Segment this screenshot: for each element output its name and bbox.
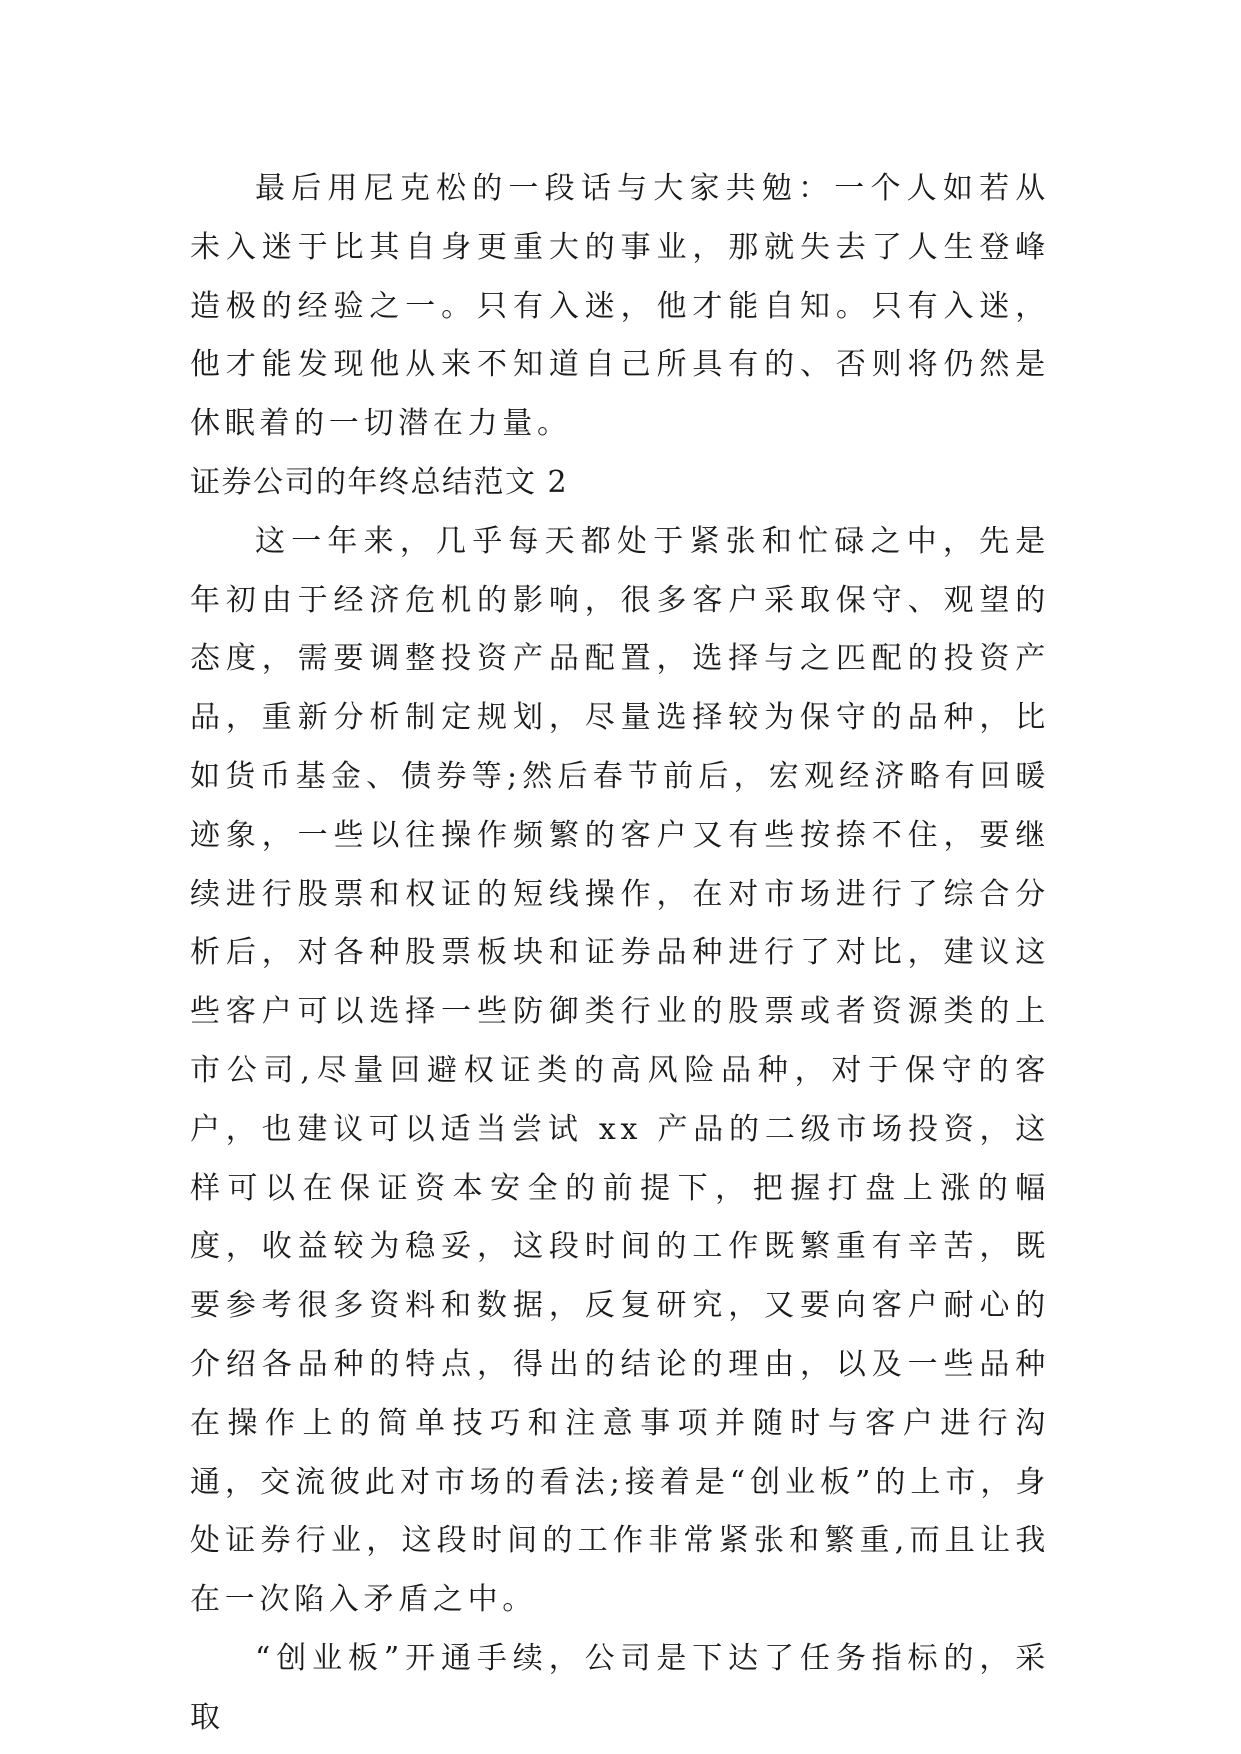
body-paragraph-continued: “创业板”开通手续，公司是下达了任务指标的，采取 xyxy=(190,1640,1050,1735)
closing-quote-paragraph: 最后用尼克松的一段话与大家共勉：一个人如若从未入迷于比其自身更重大的事业，那就失去了人生登峰造极的经验之一。只有入迷，他才能自知。只有入迷，他才能发现他从来不知道自己所具有的、否则将仍然是休眠着的一切潜在力量。 xyxy=(190,171,1050,442)
body-paragraph: 这一年来，几乎每天都处于紧张和忙碌之中，先是年初由于经济危机的影响，很多客户采取保守、观望的态度，需要调整投资产品配置，选择与之匹配的投资产品，重新分析制定规划，尽量选择较为保守的品种，比如货币基金、债券等;然后春节前后，宏观经济略有回暖迹象，一些以往操作频繁的客户又有些按捺不住，要继续进行股票和权证的短线操作，在对市场进行了综合分析后，对各种股票板块和证券品种进行了对比，建议这些客户可以选择一些防御类行业的股票或者资源类的上市公司,尽量回避权证类的高风险品种，对于保守的客户，也建议可以适当尝试 xx 产品的二级市场投资，这样可以在保证资本安全的前提下，把握打盘上涨的幅度，收益较为稳妥，这段时间的工作既繁重有辛苦，既要参考很多资料和数据，反复研究，又要向客户耐心的介绍各品种的特点，得出的结论的理由，以及一些品种在操作上的简单技巧和注意事项并随时与客户进行沟通，交流彼此对市场的看法;接着是“创业板”的上市，身处证券行业，这段时间的工作非常紧张和繁重,而且让我在一次陷入矛盾之中。 xyxy=(190,523,1050,1618)
section-heading: 证券公司的年终总结范文 2 xyxy=(190,464,569,500)
document-page xyxy=(190,160,1050,1748)
